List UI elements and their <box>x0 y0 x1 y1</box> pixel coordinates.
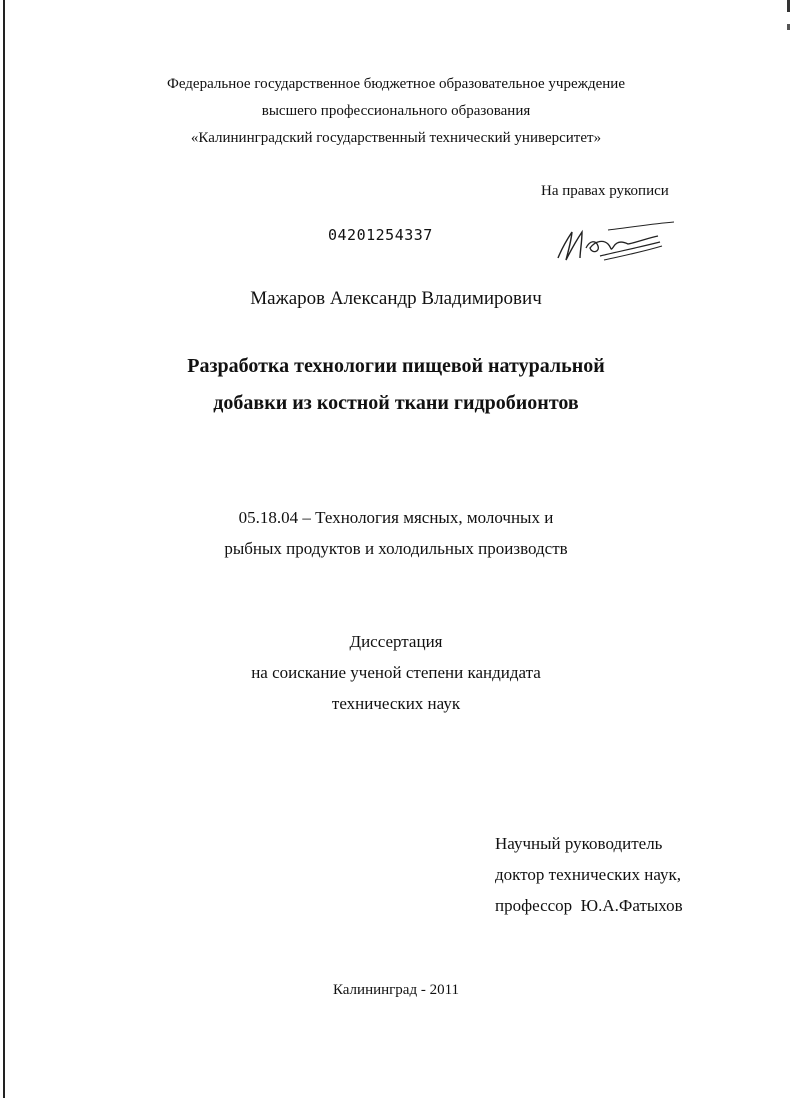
dissertation-title-line-1: Разработка технологии пищевой натуральной <box>187 355 605 377</box>
registration-number: 04201254337 <box>328 226 433 244</box>
org-line-1: Федеральное государственное бюджетное образовательное учреждение <box>166 76 625 92</box>
document-type: Диссертация <box>349 632 443 651</box>
city-and-year: Калининград - 2011 <box>332 982 460 998</box>
author-name: Мажаров Александр Владимирович <box>250 288 542 309</box>
specialty-line-2: рыбных продуктов и холодильных производств <box>224 539 568 558</box>
org-line-2: высшего профессионального образования <box>261 103 531 119</box>
supervisor-degree: доктор технических наук, <box>495 865 682 884</box>
org-line-3: «Калининградский государственный технический университет» <box>190 130 602 146</box>
specialty-line-1: 05.18.04 – Технология мясных, молочных и <box>238 508 554 527</box>
author-signature <box>552 218 677 266</box>
supervisor-role: Научный руководитель <box>495 834 663 853</box>
dissertation-title-line-2: добавки из костной ткани гидробионтов <box>213 392 579 414</box>
supervisor-name: профессор Ю.А.Фатыхов <box>495 896 683 915</box>
degree-purpose: на соискание ученой степени кандидата <box>251 663 541 682</box>
degree-field: технических наук <box>331 694 461 713</box>
manuscript-rights-note: На правах рукописи <box>541 183 669 199</box>
